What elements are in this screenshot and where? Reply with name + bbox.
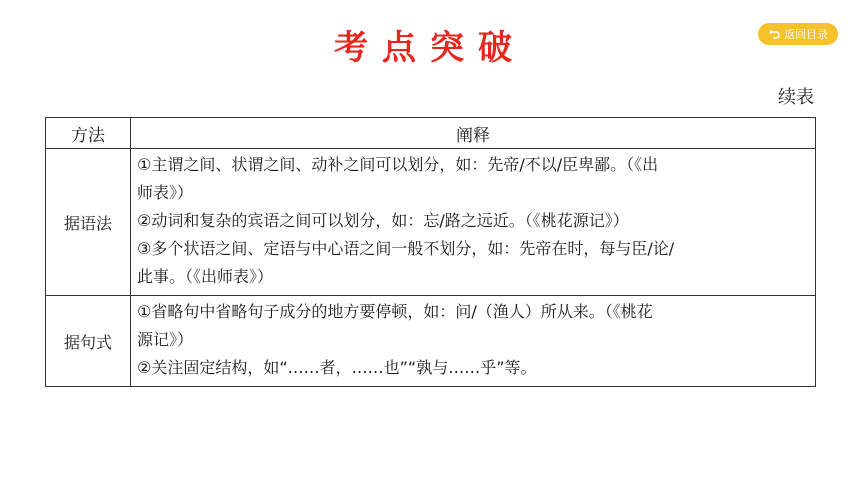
explanation-line: 此事。（《出师表》） (137, 267, 274, 286)
explanation-line: 师表》） (137, 183, 194, 202)
explanation-line: ①省略句中省略句子成分的地方要停顿，如：问/（渔人）所从来。（《桃花 (137, 302, 653, 321)
explanation-line: ②动词和复杂的宾语之间可以划分，如：忘/路之远近。（《桃花源记》） (137, 211, 629, 230)
explanation-cell (131, 149, 816, 296)
back-to-contents-button[interactable] (758, 23, 838, 45)
explanation-cell (131, 296, 816, 387)
table-row (46, 149, 816, 296)
explanation-line: ①主谓之间、状谓之间、动补之间可以划分，如：先帝/不以/臣卑鄙。（《出 (137, 155, 659, 174)
continued-label: 续表 (778, 87, 814, 108)
back-button-label: 返回目录 (784, 28, 828, 41)
header-explanation: 阐释 (131, 118, 816, 149)
explanation-line: 源记》） (137, 330, 194, 349)
method-table (45, 117, 816, 387)
explanation-line: ③多个状语之间、定语与中心语之间一般不划分，如：先帝在时，每与臣/论/ (137, 239, 675, 258)
method-cell: 据句式 (46, 296, 131, 387)
explanation-line: ②关注固定结构，如“……者，……也”“孰与……乎”等。 (137, 358, 537, 377)
method-cell: 据语法 (46, 149, 131, 296)
table-row (46, 296, 816, 387)
page-title: 考点突破 (334, 28, 526, 68)
header-method: 方法 (46, 118, 131, 149)
table-header-row (46, 118, 816, 149)
return-arrow-icon (768, 28, 780, 40)
